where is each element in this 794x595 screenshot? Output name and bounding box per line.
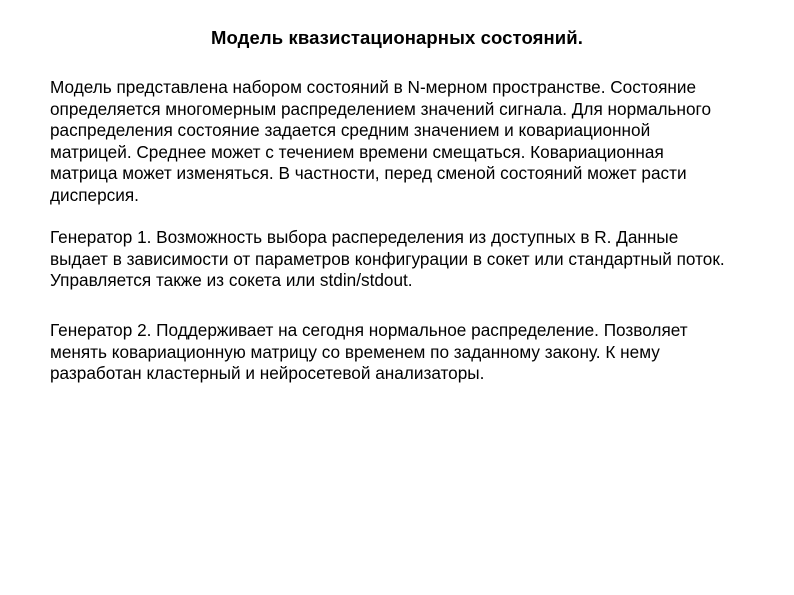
text-line: менять ковариационную матрицу со временем по заданному закону. К нему (50, 341, 660, 362)
text-line: матрица может изменяться. В частности, перед сменой состояний может расти (50, 163, 687, 184)
paragraph-generator-1 (50, 227, 790, 292)
paragraph-generator-2 (50, 320, 790, 385)
text-line: Генератор 1. Возможность выбора распеределения из доступных в R. Данные (50, 227, 679, 247)
text-line: Управляется также из сокета или stdin/stdout. (50, 270, 413, 291)
text-line: Генератор 2. Поддерживает на сегодня нормальное распределение. Позволяет (50, 320, 688, 340)
text-line: распределения состояние задается средним значением и ковариационной (50, 120, 651, 141)
text-line: дисперсия. (50, 184, 139, 205)
text-line: разработан кластерный и нейросетевой анализаторы. (50, 363, 485, 384)
text-line: определяется многомерным распределением значений сигнала. Для нормального (50, 98, 712, 119)
text-line: матрицей. Среднее может с течением времени смещаться. Ковариационная (50, 141, 664, 162)
slide-title: Модель квазистационарных состояний. (211, 27, 583, 48)
text-line: Модель представлена набором состояний в N-мерном пространстве. Состояние (50, 77, 697, 97)
text-line: выдает в зависимости от параметров конфигурации в сокет или стандартный поток. (50, 248, 725, 269)
paragraph-model-description (50, 77, 790, 207)
